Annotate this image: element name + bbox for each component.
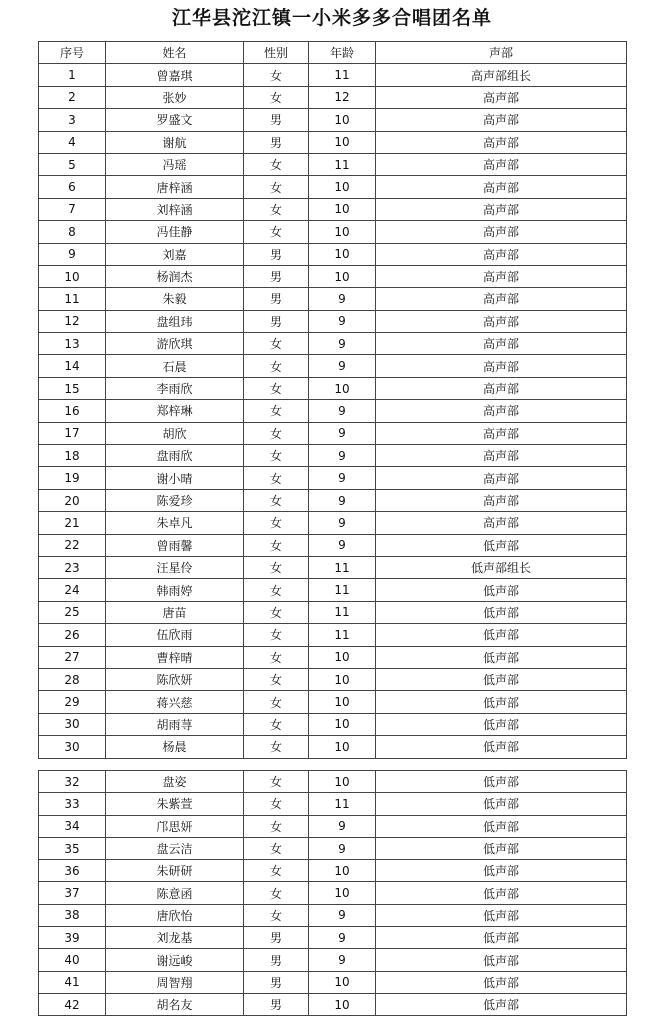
cell-number: 42 — [39, 993, 106, 1015]
cell-number: 37 — [39, 882, 106, 904]
table-row — [39, 971, 627, 993]
cell-voice-part: 低声部 — [376, 691, 627, 713]
header-name: 姓名 — [106, 42, 244, 64]
cell-gender: 女 — [244, 882, 309, 904]
cell-number: 10 — [39, 265, 106, 287]
cell-age: 9 — [309, 400, 376, 422]
cell-voice-part: 低声部 — [376, 668, 627, 690]
cell-gender: 女 — [244, 904, 309, 926]
cell-age: 11 — [309, 64, 376, 86]
table-row — [39, 736, 627, 758]
table-row — [39, 467, 627, 489]
cell-number: 32 — [39, 771, 106, 793]
cell-voice-part: 低声部 — [376, 624, 627, 646]
cell-voice-part: 高声部 — [376, 445, 627, 467]
table-row — [39, 422, 627, 444]
cell-gender: 男 — [244, 310, 309, 332]
cell-name: 郑梓琳 — [106, 400, 244, 422]
cell-voice-part: 低声部组长 — [376, 556, 627, 578]
cell-age: 10 — [309, 860, 376, 882]
cell-gender: 男 — [244, 109, 309, 131]
cell-name: 刘嘉 — [106, 243, 244, 265]
cell-voice-part: 高声部 — [376, 355, 627, 377]
cell-voice-part: 低声部 — [376, 601, 627, 623]
cell-age: 11 — [309, 579, 376, 601]
cell-voice-part: 高声部 — [376, 109, 627, 131]
table-row — [39, 713, 627, 735]
table-row — [39, 131, 627, 153]
table-row — [39, 355, 627, 377]
cell-number: 18 — [39, 445, 106, 467]
cell-name: 盘组玮 — [106, 310, 244, 332]
cell-name: 陈爱珍 — [106, 489, 244, 511]
cell-number: 4 — [39, 131, 106, 153]
roster-table-continued — [38, 770, 627, 1016]
roster-table-main — [38, 41, 627, 759]
cell-gender: 女 — [244, 153, 309, 175]
cell-voice-part: 高声部 — [376, 176, 627, 198]
cell-number: 34 — [39, 815, 106, 837]
table-row — [39, 400, 627, 422]
cell-gender: 女 — [244, 579, 309, 601]
cell-voice-part: 低声部 — [376, 713, 627, 735]
cell-voice-part: 低声部 — [376, 579, 627, 601]
cell-voice-part: 高声部 — [376, 153, 627, 175]
cell-gender: 男 — [244, 949, 309, 971]
cell-name: 盘雨欣 — [106, 445, 244, 467]
cell-number: 11 — [39, 288, 106, 310]
cell-number: 40 — [39, 949, 106, 971]
cell-number: 7 — [39, 198, 106, 220]
cell-age: 10 — [309, 243, 376, 265]
cell-age: 10 — [309, 221, 376, 243]
table-row — [39, 445, 627, 467]
cell-name: 蒋兴慈 — [106, 691, 244, 713]
cell-gender: 女 — [244, 771, 309, 793]
cell-gender: 女 — [244, 355, 309, 377]
cell-number: 35 — [39, 837, 106, 859]
cell-name: 朱毅 — [106, 288, 244, 310]
cell-gender: 男 — [244, 243, 309, 265]
table-row — [39, 243, 627, 265]
cell-number: 39 — [39, 927, 106, 949]
cell-gender: 女 — [244, 860, 309, 882]
table-row — [39, 837, 627, 859]
cell-number: 2 — [39, 86, 106, 108]
table-row — [39, 86, 627, 108]
cell-name: 胡名友 — [106, 993, 244, 1015]
cell-gender: 女 — [244, 837, 309, 859]
cell-age: 9 — [309, 927, 376, 949]
table-row — [39, 153, 627, 175]
cell-name: 曹梓晴 — [106, 646, 244, 668]
cell-name: 周智翔 — [106, 971, 244, 993]
table-row — [39, 534, 627, 556]
cell-name: 刘梓涵 — [106, 198, 244, 220]
table-row — [39, 64, 627, 86]
cell-number: 25 — [39, 601, 106, 623]
table-row — [39, 489, 627, 511]
cell-number: 23 — [39, 556, 106, 578]
cell-name: 石晨 — [106, 355, 244, 377]
cell-gender: 男 — [244, 288, 309, 310]
table-row — [39, 265, 627, 287]
cell-name: 盘云洁 — [106, 837, 244, 859]
cell-age: 9 — [309, 837, 376, 859]
cell-age: 11 — [309, 793, 376, 815]
cell-gender: 女 — [244, 624, 309, 646]
cell-voice-part: 高声部 — [376, 288, 627, 310]
cell-gender: 女 — [244, 668, 309, 690]
cell-name: 唐欣怡 — [106, 904, 244, 926]
cell-voice-part: 高声部 — [376, 333, 627, 355]
table-row — [39, 601, 627, 623]
cell-name: 胡欣 — [106, 422, 244, 444]
cell-voice-part: 高声部 — [376, 489, 627, 511]
cell-voice-part: 低声部 — [376, 927, 627, 949]
cell-name: 邝思妍 — [106, 815, 244, 837]
cell-age: 10 — [309, 771, 376, 793]
cell-name: 朱卓凡 — [106, 512, 244, 534]
cell-age: 10 — [309, 736, 376, 758]
cell-name: 曾雨馨 — [106, 534, 244, 556]
cell-number: 26 — [39, 624, 106, 646]
table-row — [39, 377, 627, 399]
cell-number: 22 — [39, 534, 106, 556]
cell-voice-part: 低声部 — [376, 793, 627, 815]
cell-name: 罗盛文 — [106, 109, 244, 131]
table-row — [39, 993, 627, 1015]
cell-age: 12 — [309, 86, 376, 108]
cell-voice-part: 高声部 — [376, 512, 627, 534]
cell-name: 陈意函 — [106, 882, 244, 904]
cell-gender: 女 — [244, 713, 309, 735]
cell-age: 9 — [309, 445, 376, 467]
cell-name: 汪星伶 — [106, 556, 244, 578]
cell-age: 10 — [309, 668, 376, 690]
table-row — [39, 793, 627, 815]
table-row — [39, 288, 627, 310]
cell-gender: 女 — [244, 815, 309, 837]
cell-number: 41 — [39, 971, 106, 993]
table-row — [39, 949, 627, 971]
table-row — [39, 815, 627, 837]
table-row — [39, 927, 627, 949]
cell-name: 谢航 — [106, 131, 244, 153]
cell-gender: 女 — [244, 445, 309, 467]
table-row — [39, 333, 627, 355]
cell-name: 唐苗 — [106, 601, 244, 623]
roster-body-main — [39, 64, 627, 758]
cell-voice-part: 高声部 — [376, 400, 627, 422]
table-row — [39, 310, 627, 332]
header-voice-part: 声部 — [376, 42, 627, 64]
cell-age: 9 — [309, 904, 376, 926]
cell-voice-part: 低声部 — [376, 882, 627, 904]
table-row — [39, 176, 627, 198]
cell-number: 30 — [39, 713, 106, 735]
table-row — [39, 860, 627, 882]
cell-name: 杨润杰 — [106, 265, 244, 287]
cell-number: 28 — [39, 668, 106, 690]
cell-age: 9 — [309, 355, 376, 377]
cell-voice-part: 高声部 — [376, 243, 627, 265]
cell-voice-part: 低声部 — [376, 837, 627, 859]
cell-number: 27 — [39, 646, 106, 668]
cell-gender: 女 — [244, 176, 309, 198]
cell-name: 韩雨婷 — [106, 579, 244, 601]
cell-age: 11 — [309, 556, 376, 578]
cell-age: 9 — [309, 467, 376, 489]
cell-voice-part: 高声部 — [376, 422, 627, 444]
cell-age: 10 — [309, 377, 376, 399]
page-title: 江华县沱江镇一小米多多合唱团名单 — [171, 7, 492, 29]
table-row — [39, 109, 627, 131]
cell-name: 谢小晴 — [106, 467, 244, 489]
cell-number: 15 — [39, 377, 106, 399]
cell-name: 朱研研 — [106, 860, 244, 882]
cell-age: 9 — [309, 949, 376, 971]
cell-voice-part: 低声部 — [376, 904, 627, 926]
cell-name: 游欣琪 — [106, 333, 244, 355]
cell-age: 10 — [309, 691, 376, 713]
cell-name: 冯佳静 — [106, 221, 244, 243]
cell-voice-part: 低声部 — [376, 646, 627, 668]
cell-age: 9 — [309, 288, 376, 310]
table-row — [39, 624, 627, 646]
cell-age: 10 — [309, 646, 376, 668]
cell-number: 20 — [39, 489, 106, 511]
cell-gender: 男 — [244, 265, 309, 287]
cell-name: 冯瑶 — [106, 153, 244, 175]
cell-number: 36 — [39, 860, 106, 882]
cell-age: 9 — [309, 512, 376, 534]
table-row — [39, 771, 627, 793]
cell-gender: 女 — [244, 467, 309, 489]
cell-age: 9 — [309, 815, 376, 837]
table-row — [39, 579, 627, 601]
cell-number: 19 — [39, 467, 106, 489]
cell-gender: 女 — [244, 221, 309, 243]
cell-number: 33 — [39, 793, 106, 815]
cell-voice-part: 低声部 — [376, 815, 627, 837]
cell-gender: 女 — [244, 736, 309, 758]
cell-voice-part: 高声部 — [376, 131, 627, 153]
cell-number: 6 — [39, 176, 106, 198]
cell-voice-part: 高声部 — [376, 377, 627, 399]
header-gender: 性别 — [244, 42, 309, 64]
cell-gender: 男 — [244, 927, 309, 949]
cell-gender: 女 — [244, 400, 309, 422]
cell-number: 16 — [39, 400, 106, 422]
cell-voice-part: 高声部 — [376, 467, 627, 489]
cell-name: 伍欣雨 — [106, 624, 244, 646]
cell-age: 11 — [309, 601, 376, 623]
cell-age: 10 — [309, 109, 376, 131]
cell-gender: 女 — [244, 489, 309, 511]
cell-age: 10 — [309, 993, 376, 1015]
cell-number: 3 — [39, 109, 106, 131]
cell-age: 10 — [309, 713, 376, 735]
cell-gender: 女 — [244, 556, 309, 578]
cell-name: 盘姿 — [106, 771, 244, 793]
cell-gender: 男 — [244, 131, 309, 153]
cell-age: 10 — [309, 882, 376, 904]
cell-number: 1 — [39, 64, 106, 86]
cell-voice-part: 低声部 — [376, 971, 627, 993]
cell-voice-part: 高声部 — [376, 310, 627, 332]
cell-voice-part: 高声部组长 — [376, 64, 627, 86]
cell-age: 9 — [309, 310, 376, 332]
cell-voice-part: 低声部 — [376, 949, 627, 971]
table-row — [39, 882, 627, 904]
cell-gender: 女 — [244, 333, 309, 355]
table-row — [39, 198, 627, 220]
cell-number: 14 — [39, 355, 106, 377]
cell-name: 陈欣妍 — [106, 668, 244, 690]
cell-number: 12 — [39, 310, 106, 332]
header-number: 序号 — [39, 42, 106, 64]
cell-gender: 女 — [244, 534, 309, 556]
cell-voice-part: 低声部 — [376, 771, 627, 793]
cell-gender: 女 — [244, 64, 309, 86]
cell-number: 21 — [39, 512, 106, 534]
cell-voice-part: 低声部 — [376, 860, 627, 882]
cell-gender: 女 — [244, 691, 309, 713]
cell-name: 胡雨荨 — [106, 713, 244, 735]
cell-number: 17 — [39, 422, 106, 444]
table-header-row — [39, 42, 627, 64]
cell-gender: 女 — [244, 86, 309, 108]
cell-voice-part: 高声部 — [376, 221, 627, 243]
cell-number: 38 — [39, 904, 106, 926]
cell-name: 朱紫萱 — [106, 793, 244, 815]
cell-name: 谢远峻 — [106, 949, 244, 971]
cell-voice-part: 低声部 — [376, 736, 627, 758]
cell-number: 30 — [39, 736, 106, 758]
cell-age: 10 — [309, 131, 376, 153]
cell-name: 李雨欣 — [106, 377, 244, 399]
cell-gender: 女 — [244, 377, 309, 399]
cell-age: 11 — [309, 153, 376, 175]
cell-voice-part: 低声部 — [376, 534, 627, 556]
cell-gender: 女 — [244, 422, 309, 444]
cell-age: 9 — [309, 489, 376, 511]
table-row — [39, 691, 627, 713]
cell-age: 11 — [309, 624, 376, 646]
table-row — [39, 646, 627, 668]
cell-number: 13 — [39, 333, 106, 355]
cell-voice-part: 高声部 — [376, 86, 627, 108]
cell-number: 9 — [39, 243, 106, 265]
cell-name: 曾嘉琪 — [106, 64, 244, 86]
table-row — [39, 904, 627, 926]
cell-name: 张妙 — [106, 86, 244, 108]
cell-voice-part: 高声部 — [376, 265, 627, 287]
cell-name: 唐梓涵 — [106, 176, 244, 198]
cell-name: 刘龙基 — [106, 927, 244, 949]
cell-number: 5 — [39, 153, 106, 175]
cell-age: 10 — [309, 971, 376, 993]
cell-voice-part: 高声部 — [376, 198, 627, 220]
cell-voice-part: 低声部 — [376, 993, 627, 1015]
cell-gender: 女 — [244, 793, 309, 815]
table-row — [39, 556, 627, 578]
cell-age: 9 — [309, 422, 376, 444]
cell-number: 8 — [39, 221, 106, 243]
roster-body-continued — [39, 771, 627, 1016]
cell-gender: 女 — [244, 646, 309, 668]
table-row — [39, 668, 627, 690]
cell-age: 9 — [309, 333, 376, 355]
cell-age: 9 — [309, 534, 376, 556]
cell-number: 24 — [39, 579, 106, 601]
cell-age: 10 — [309, 176, 376, 198]
cell-number: 29 — [39, 691, 106, 713]
cell-gender: 女 — [244, 198, 309, 220]
header-age: 年龄 — [309, 42, 376, 64]
cell-gender: 男 — [244, 993, 309, 1015]
cell-gender: 女 — [244, 601, 309, 623]
cell-age: 10 — [309, 198, 376, 220]
table-row — [39, 512, 627, 534]
table-row — [39, 221, 627, 243]
cell-age: 10 — [309, 265, 376, 287]
cell-gender: 女 — [244, 512, 309, 534]
cell-name: 杨晨 — [106, 736, 244, 758]
cell-gender: 男 — [244, 971, 309, 993]
